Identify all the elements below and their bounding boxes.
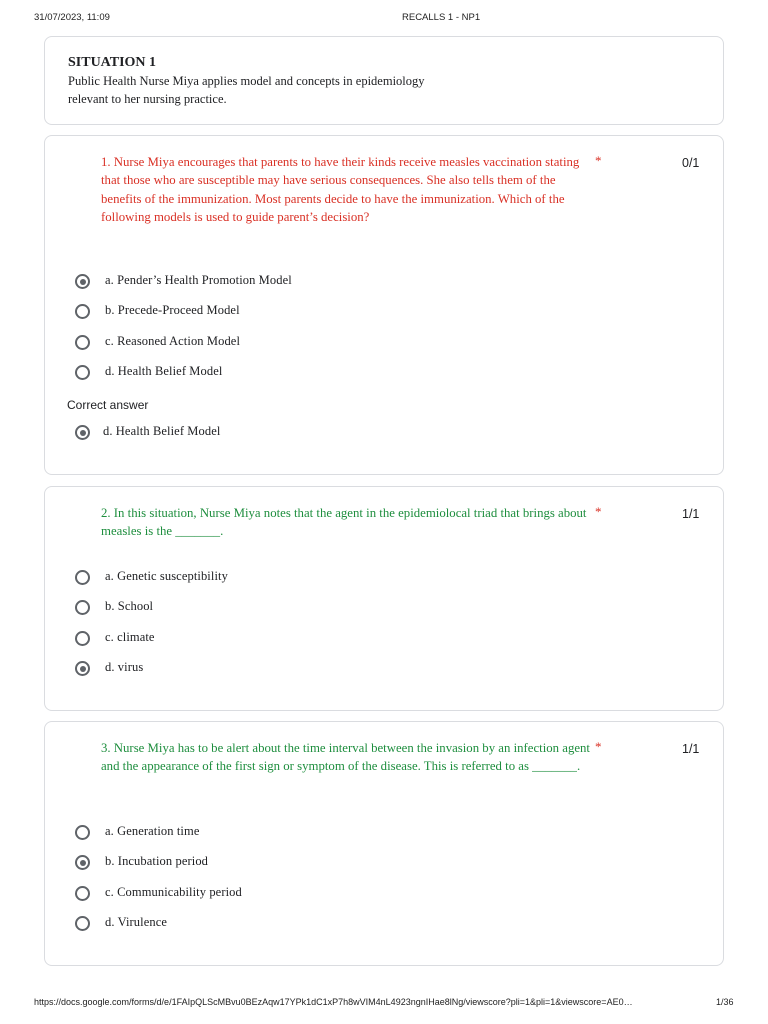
- question-3-text: 3. Nurse Miya has to be alert about the time interval between the invasion by an infection agent and the appearance of the first sign or symptom of the disease. This is referred to as _______.: [101, 741, 590, 774]
- q3-option-a[interactable]: [75, 824, 575, 844]
- radio-unselected-icon[interactable]: [75, 631, 90, 646]
- question-card-3: [44, 721, 724, 966]
- option-label: c. climate: [105, 630, 155, 644]
- q2-option-b[interactable]: [75, 599, 575, 619]
- q2-option-c[interactable]: [75, 630, 575, 650]
- q3-option-c[interactable]: [75, 885, 575, 905]
- q3-option-d[interactable]: [75, 915, 575, 935]
- radio-unselected-icon[interactable]: [75, 886, 90, 901]
- page-number: 1/36: [716, 997, 734, 1007]
- radio-selected-icon[interactable]: [75, 274, 90, 289]
- q1-option-c[interactable]: [75, 334, 575, 354]
- question-1-score: 0/1: [682, 156, 700, 170]
- situation-card: [44, 36, 724, 125]
- radio-unselected-icon[interactable]: [75, 570, 90, 585]
- question-card-2: [44, 486, 724, 711]
- correct-answer-option: [75, 424, 575, 444]
- print-title: RECALLS 1 - NP1: [402, 12, 481, 23]
- page-url: https://docs.google.com/forms/d/e/1FAIpQLScMBvu0BEzAqw17YPk1dC1xP7h8wVIM4nL4923ngnIHae8lNg/viewscore?pli=1&pli=1&viewscore=AE0…: [34, 997, 633, 1007]
- radio-unselected-icon[interactable]: [75, 825, 90, 840]
- question-2-score: 1/1: [682, 507, 700, 521]
- correct-answer-heading: Correct answer: [67, 398, 149, 412]
- radio-selected-icon[interactable]: [75, 855, 90, 870]
- q2-option-d[interactable]: [75, 660, 575, 680]
- q1-option-d[interactable]: [75, 364, 575, 384]
- radio-selected-icon[interactable]: [75, 661, 90, 676]
- radio-unselected-icon[interactable]: [75, 365, 90, 380]
- radio-unselected-icon[interactable]: [75, 916, 90, 931]
- radio-unselected-icon[interactable]: [75, 304, 90, 319]
- question-card-1: [44, 135, 724, 475]
- print-date: 31/07/2023, 11:09: [34, 12, 110, 23]
- print-footer: [0, 997, 768, 1011]
- question-3-score: 1/1: [682, 742, 700, 756]
- situation-description: Public Health Nurse Miya applies model and concepts in epidemiology relevant to her nursing practice.: [68, 74, 425, 106]
- required-asterisk: *: [595, 153, 602, 168]
- option-label: d. virus: [105, 660, 144, 674]
- required-asterisk: *: [595, 504, 602, 519]
- q3-option-b[interactable]: [75, 854, 575, 874]
- option-label: a. Generation time: [105, 824, 200, 838]
- q1-option-a[interactable]: [75, 273, 575, 293]
- option-label: a. Genetic susceptibility: [105, 569, 228, 583]
- correct-answer-label: d. Health Belief Model: [103, 424, 221, 438]
- option-label: b. Incubation period: [105, 854, 209, 868]
- option-label: c. Reasoned Action Model: [105, 334, 241, 348]
- question-1-text: 1. Nurse Miya encourages that parents to have their kinds receive measles vaccination stating that those who are susceptible may have serious consequences. She also tells them of the benefits of the immunization. Most parents decide to have the immunization. Which of the following models is used to guide parent’s decision?: [101, 155, 580, 225]
- question-2-text: 2. In this situation, Nurse Miya notes that the agent in the epidemiolocal triad that brings about measles is the _______.: [101, 506, 587, 539]
- option-label: a. Pender’s Health Promotion Model: [105, 273, 292, 287]
- option-label: c. Communicability period: [105, 885, 242, 899]
- q1-option-b[interactable]: [75, 303, 575, 323]
- radio-selected-icon: [75, 425, 90, 440]
- option-label: d. Virulence: [105, 915, 168, 929]
- option-label: b. Precede-Proceed Model: [105, 303, 240, 317]
- option-label: d. Health Belief Model: [105, 364, 223, 378]
- q2-option-a[interactable]: [75, 569, 575, 589]
- radio-unselected-icon[interactable]: [75, 335, 90, 350]
- print-header: [0, 12, 768, 26]
- situation-title: SITUATION 1: [68, 55, 157, 70]
- radio-unselected-icon[interactable]: [75, 600, 90, 615]
- required-asterisk: *: [595, 739, 602, 754]
- option-label: b. School: [105, 599, 154, 613]
